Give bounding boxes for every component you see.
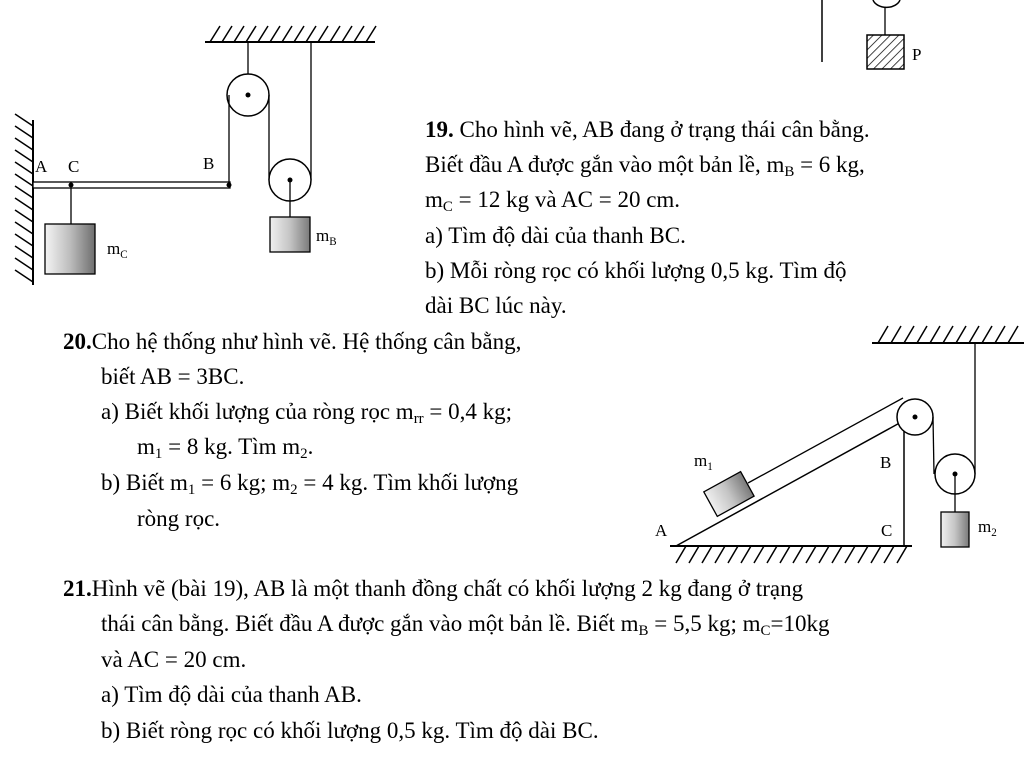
mass-mc — [45, 224, 95, 274]
mass-m2 — [941, 512, 969, 547]
p20-line-1: 20.Cho hệ thống như hình vẽ. Hệ thống cân bằng, — [63, 329, 522, 354]
p20-part-a-1: a) Biết khối lượng của ròng rọc $m_{rr} = 0,4$ kg; — [101, 399, 513, 427]
wall-hatch — [15, 114, 33, 285]
figure-problem-20 — [670, 326, 1024, 563]
p20-part-b-1: b) Biết $m_1 = 6$ kg; $m_2 = 4$ kg. Tìm khối lượng — [101, 470, 519, 498]
label-mc: $m_C$ — [107, 239, 128, 261]
label-p: P — [912, 45, 922, 64]
label-b-19: B — [203, 154, 215, 173]
label-a-19: A — [35, 157, 48, 176]
p21-line-3: và AC = 20 cm. — [101, 647, 247, 672]
p20-part-a-2: $m_1 = 8$ kg. Tìm $m_2$. — [137, 434, 314, 462]
label-c-19: C — [68, 157, 80, 176]
p19-part-b-1: b) Mỗi ròng rọc có khối lượng 0,5 kg. Tìm độ — [425, 258, 847, 283]
label-c-20: C — [881, 521, 893, 540]
weight-p — [867, 35, 904, 69]
incline-ab — [676, 420, 905, 546]
p20-part-b-2: ròng rọc. — [137, 506, 221, 531]
label-m2: $m_2$ — [978, 517, 997, 539]
figure-problem-19 — [15, 26, 376, 285]
mass-mb — [270, 217, 310, 252]
figure-partial-top — [822, 0, 904, 69]
label-a-20: A — [655, 521, 668, 540]
label-b-20: B — [880, 453, 892, 472]
rod-ab — [33, 182, 230, 188]
p19-line-2: Biết đầu A được gắn vào một bản lề, $m_B = 6$ kg, — [425, 152, 865, 180]
p21-part-a: a) Tìm độ dài của thanh AB. — [101, 682, 362, 707]
p19-part-b-2: dài BC lúc này. — [425, 293, 567, 318]
ground-hatch — [670, 546, 912, 563]
p19-part-a: a) Tìm độ dài của thanh BC. — [425, 223, 686, 248]
label-m1: $m_1$ — [694, 451, 713, 473]
ceiling-hatch — [205, 26, 376, 42]
p19-line-1: 19. Cho hình vẽ, AB đang ở trạng thái cân bằng. — [425, 117, 870, 142]
p20-line-2: biết AB = 3BC. — [101, 364, 245, 389]
block-m1 — [704, 472, 754, 517]
p21-part-b: b) Biết ròng rọc có khối lượng 0,5 kg. Tìm độ dài BC. — [101, 718, 599, 743]
ceiling-hatch-20 — [872, 326, 1024, 343]
p21-line-2: thái cân bằng. Biết đầu A được gắn vào một bản lề. Biết $m_B = 5,5$ kg; $m_C=10kg$ — [101, 611, 830, 639]
p21-line-1: 21.Hình vẽ (bài 19), AB là một thanh đồng chất có khối lượng 2 kg đang ở trạng — [63, 576, 804, 601]
label-mb: $m_B$ — [316, 226, 337, 248]
point-c — [69, 183, 74, 188]
p19-line-3: $m_C = 12$ kg và AC = 20 cm. — [425, 187, 681, 215]
